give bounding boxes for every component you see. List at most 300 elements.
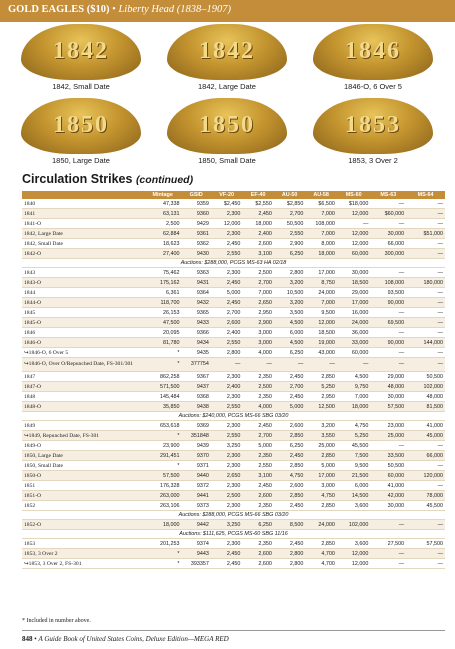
table-row bbox=[22, 549, 445, 559]
table-cell: 2,350 bbox=[242, 539, 273, 549]
section-continued: (continued) bbox=[135, 174, 194, 186]
table-cell: 17,000 bbox=[337, 298, 371, 308]
table-cell: 75,462 bbox=[144, 268, 182, 278]
table-row bbox=[22, 431, 445, 441]
column-header bbox=[22, 191, 144, 199]
table-cell: 2,300 bbox=[211, 501, 242, 511]
table-cell: — bbox=[406, 268, 445, 278]
table-cell: $2,550 bbox=[242, 199, 273, 209]
variety-name: ↪1846-O, 6 Over 5 bbox=[22, 348, 144, 358]
table-cell: — bbox=[370, 199, 406, 209]
table-cell: 263,106 bbox=[144, 501, 182, 511]
table-cell: 9440 bbox=[182, 471, 211, 481]
table-cell: — bbox=[337, 358, 371, 372]
table-cell: — bbox=[406, 549, 445, 559]
table-cell: 9433 bbox=[182, 318, 211, 328]
table-cell: 29,000 bbox=[370, 372, 406, 382]
table-cell: 4,700 bbox=[305, 559, 336, 569]
table-cell: 27,500 bbox=[370, 539, 406, 549]
table-cell: 2,850 bbox=[274, 491, 305, 501]
table-cell: 3,000 bbox=[305, 481, 336, 491]
table-cell: 69,500 bbox=[370, 318, 406, 328]
table-cell: $60,000 bbox=[370, 209, 406, 219]
variety-name: 1852-O bbox=[22, 520, 144, 530]
table-cell: 6,361 bbox=[144, 288, 182, 298]
table-cell: 2,350 bbox=[242, 451, 273, 461]
table-cell: — bbox=[406, 239, 445, 249]
auction-note: Auctions: $288,000, PCGS MS-66 SBG 03/20 bbox=[22, 511, 445, 520]
table-cell: 3,250 bbox=[211, 520, 242, 530]
table-cell: 12,000 bbox=[305, 318, 336, 328]
variety-name: 1844 bbox=[22, 288, 144, 298]
table-cell: — bbox=[370, 358, 406, 372]
table-cell: 2,450 bbox=[211, 278, 242, 288]
table-cell: 2,600 bbox=[242, 491, 273, 501]
table-cell: — bbox=[406, 520, 445, 530]
table-cell: 48,000 bbox=[406, 392, 445, 402]
table-cell: — bbox=[406, 348, 445, 358]
table-cell: 57,500 bbox=[370, 402, 406, 412]
table-cell: 9366 bbox=[182, 328, 211, 338]
table-cell: — bbox=[370, 520, 406, 530]
table-cell: 2,800 bbox=[274, 268, 305, 278]
table-cell: — bbox=[370, 559, 406, 569]
table-cell: 2,700 bbox=[274, 209, 305, 219]
table-cell: — bbox=[406, 358, 445, 372]
table-cell: 66,000 bbox=[406, 451, 445, 461]
auction-row bbox=[22, 530, 445, 539]
table-cell: 4,000 bbox=[242, 348, 273, 358]
table-cell: — bbox=[274, 358, 305, 372]
table-row bbox=[22, 471, 445, 481]
variety-name: 1850, Small Date bbox=[22, 461, 144, 471]
variety-name: 1850, Large Date bbox=[22, 451, 144, 461]
table-cell: 23,900 bbox=[144, 441, 182, 451]
table-cell: 23,000 bbox=[370, 421, 406, 431]
table-cell: 45,500 bbox=[406, 501, 445, 511]
table-cell: 9359 bbox=[182, 199, 211, 209]
table-cell: 4,500 bbox=[274, 338, 305, 348]
table-cell: 2,350 bbox=[242, 372, 273, 382]
table-cell: $6,500 bbox=[305, 199, 336, 209]
table-cell: 9,750 bbox=[337, 382, 371, 392]
variety-name: 1849 bbox=[22, 421, 144, 431]
table-cell: 17,000 bbox=[305, 268, 336, 278]
price-table bbox=[22, 191, 445, 569]
table-cell: 7,000 bbox=[305, 209, 336, 219]
table-row bbox=[22, 318, 445, 328]
variety-name: 1842, Large Date bbox=[22, 229, 144, 239]
table-row bbox=[22, 358, 445, 372]
table-cell: — bbox=[406, 328, 445, 338]
table-row bbox=[22, 209, 445, 219]
table-row bbox=[22, 372, 445, 382]
table-cell: 3,200 bbox=[305, 421, 336, 431]
table-cell: — bbox=[406, 209, 445, 219]
table-cell: — bbox=[406, 559, 445, 569]
table-cell: 12,500 bbox=[305, 402, 336, 412]
table-row bbox=[22, 229, 445, 239]
table-cell: — bbox=[242, 358, 273, 372]
table-cell: 144,000 bbox=[406, 338, 445, 348]
table-cell: 12,000 bbox=[337, 239, 371, 249]
table-cell: 18,623 bbox=[144, 239, 182, 249]
table-cell: 24,000 bbox=[305, 520, 336, 530]
coin-date: 1842 bbox=[53, 38, 109, 64]
table-cell: 81,500 bbox=[406, 402, 445, 412]
table-cell: 9368 bbox=[182, 392, 211, 402]
table-cell: 102,000 bbox=[406, 382, 445, 392]
table-cell: 63,131 bbox=[144, 209, 182, 219]
table-cell: 6,250 bbox=[274, 249, 305, 259]
footer-divider bbox=[22, 630, 445, 631]
running-header bbox=[8, 4, 231, 15]
table-cell: 2,700 bbox=[242, 431, 273, 441]
table-cell: 7,000 bbox=[305, 298, 336, 308]
table-cell: — bbox=[370, 549, 406, 559]
section-title bbox=[22, 172, 193, 186]
table-cell: 9439 bbox=[182, 441, 211, 451]
table-cell: — bbox=[406, 481, 445, 491]
page-footer bbox=[22, 635, 229, 643]
table-cell: 2,600 bbox=[242, 239, 273, 249]
auction-note: Auctions: $111,625, PCGS MS-60 SBG 11/16 bbox=[22, 530, 445, 539]
variety-name: 1847-O bbox=[22, 382, 144, 392]
table-cell: 17,000 bbox=[305, 471, 336, 481]
column-header: MS-63 bbox=[370, 191, 406, 199]
table-cell: 47,500 bbox=[144, 318, 182, 328]
table-cell: 18,000 bbox=[144, 520, 182, 530]
table-cell: 2,850 bbox=[305, 372, 336, 382]
table-cell: — bbox=[211, 358, 242, 372]
table-cell: 571,500 bbox=[144, 382, 182, 392]
footer-bullet: • bbox=[34, 635, 37, 643]
table-cell: 2,550 bbox=[211, 431, 242, 441]
table-cell: * bbox=[144, 431, 182, 441]
table-cell: 2,500 bbox=[144, 219, 182, 229]
table-cell: 175,162 bbox=[144, 278, 182, 288]
table-cell: 3,250 bbox=[211, 441, 242, 451]
table-cell: 2,300 bbox=[211, 539, 242, 549]
table-cell: 45,500 bbox=[337, 441, 371, 451]
table-cell: — bbox=[370, 328, 406, 338]
table-row bbox=[22, 338, 445, 348]
table-cell: 2,300 bbox=[211, 481, 242, 491]
variety-name: 1843 bbox=[22, 268, 144, 278]
table-cell: 7,500 bbox=[337, 451, 371, 461]
table-cell: 7,000 bbox=[242, 288, 273, 298]
table-cell: — bbox=[406, 298, 445, 308]
column-header: Mintage bbox=[144, 191, 182, 199]
table-cell: * bbox=[144, 559, 182, 569]
table-row bbox=[22, 481, 445, 491]
table-cell: 2,650 bbox=[211, 471, 242, 481]
coin-date: 1850 bbox=[199, 112, 255, 138]
table-cell: 30,000 bbox=[370, 501, 406, 511]
table-cell: 5,000 bbox=[274, 402, 305, 412]
table-body bbox=[22, 199, 445, 569]
table-cell: 300,000 bbox=[370, 249, 406, 259]
coin-photo bbox=[298, 98, 448, 165]
table-cell: 20,095 bbox=[144, 328, 182, 338]
table-cell: 26,153 bbox=[144, 308, 182, 318]
table-cell: 2,600 bbox=[211, 318, 242, 328]
column-header: EF-40 bbox=[242, 191, 273, 199]
table-cell: — bbox=[406, 219, 445, 229]
coin-photo bbox=[152, 24, 302, 91]
table-cell: 2,300 bbox=[211, 421, 242, 431]
table-cell: 9370 bbox=[182, 451, 211, 461]
table-cell: 9,500 bbox=[305, 308, 336, 318]
table-cell: 25,000 bbox=[370, 431, 406, 441]
table-row bbox=[22, 328, 445, 338]
coin-caption: 1842, Large Date bbox=[198, 82, 256, 91]
table-cell: 2,850 bbox=[305, 451, 336, 461]
coin-image bbox=[167, 98, 287, 154]
table-cell: 2,850 bbox=[305, 539, 336, 549]
table-cell: 12,000 bbox=[337, 559, 371, 569]
table-row bbox=[22, 451, 445, 461]
auction-row bbox=[22, 412, 445, 421]
page-number: 848 bbox=[22, 635, 33, 643]
table-cell: 41,000 bbox=[370, 481, 406, 491]
table-cell: 18,500 bbox=[305, 328, 336, 338]
table-cell: 2,800 bbox=[274, 549, 305, 559]
coin-image bbox=[313, 98, 433, 154]
table-cell: 2,300 bbox=[211, 372, 242, 382]
table-cell: 2,550 bbox=[211, 402, 242, 412]
table-row bbox=[22, 268, 445, 278]
table-cell: 2,550 bbox=[242, 461, 273, 471]
table-cell: — bbox=[406, 199, 445, 209]
table-cell: 2,300 bbox=[211, 229, 242, 239]
table-cell: 12,000 bbox=[337, 209, 371, 219]
table-row bbox=[22, 199, 445, 209]
table-row bbox=[22, 402, 445, 412]
table-cell: 19,000 bbox=[305, 338, 336, 348]
table-cell: 50,500 bbox=[406, 372, 445, 382]
column-header: AU-50 bbox=[274, 191, 305, 199]
table-cell: 2,550 bbox=[211, 338, 242, 348]
table-cell: 6,250 bbox=[242, 520, 273, 530]
table-cell: 2,450 bbox=[242, 209, 273, 219]
table-cell: 351848 bbox=[182, 431, 211, 441]
auction-note: Auctions: $240,000, PCGS MS-66 SBG 03/20 bbox=[22, 412, 445, 421]
column-header: GSID bbox=[182, 191, 211, 199]
table-row bbox=[22, 298, 445, 308]
table-cell: 2,600 bbox=[242, 549, 273, 559]
coin-image bbox=[21, 98, 141, 154]
table-cell: 47,338 bbox=[144, 199, 182, 209]
table-cell: * bbox=[144, 549, 182, 559]
table-cell: 35,850 bbox=[144, 402, 182, 412]
table-cell: 9363 bbox=[182, 268, 211, 278]
table-cell: 2,700 bbox=[274, 382, 305, 392]
table-cell: 45,000 bbox=[406, 431, 445, 441]
table-cell: 25,000 bbox=[305, 441, 336, 451]
table-cell: 4,700 bbox=[305, 549, 336, 559]
table-cell: 50,500 bbox=[370, 461, 406, 471]
auction-note: Auctions: $288,000, PCGS MS-63 HA 02/18 bbox=[22, 259, 445, 268]
table-cell: 24,000 bbox=[305, 288, 336, 298]
table-row bbox=[22, 392, 445, 402]
table-cell: 93,500 bbox=[370, 288, 406, 298]
table-cell: 2,300 bbox=[211, 461, 242, 471]
table-cell: 90,000 bbox=[370, 338, 406, 348]
column-header: VF-20 bbox=[211, 191, 242, 199]
variety-name: 1853 bbox=[22, 539, 144, 549]
table-cell: — bbox=[370, 308, 406, 318]
table-cell: — bbox=[370, 268, 406, 278]
table-cell: 4,500 bbox=[337, 372, 371, 382]
coin-caption: 1850, Small Date bbox=[198, 156, 256, 165]
table-cell: 33,000 bbox=[337, 338, 371, 348]
coin-caption: 1853, 3 Over 2 bbox=[348, 156, 398, 165]
table-row bbox=[22, 219, 445, 229]
table-cell: 9435 bbox=[182, 348, 211, 358]
table-cell: 9437 bbox=[182, 382, 211, 392]
table-cell: 201,253 bbox=[144, 539, 182, 549]
coin-caption: 1850, Large Date bbox=[52, 156, 110, 165]
table-row bbox=[22, 539, 445, 549]
table-cell: — bbox=[337, 219, 371, 229]
table-cell: 2,450 bbox=[211, 549, 242, 559]
table-cell: * bbox=[144, 358, 182, 372]
table-cell: 4,750 bbox=[274, 471, 305, 481]
table-cell: 8,500 bbox=[274, 520, 305, 530]
table-cell: 8,750 bbox=[305, 278, 336, 288]
table-cell: 5,250 bbox=[337, 431, 371, 441]
table-cell: 12,000 bbox=[211, 219, 242, 229]
table-cell: 50,500 bbox=[274, 219, 305, 229]
table-cell: 5,250 bbox=[305, 382, 336, 392]
table-cell: 21,500 bbox=[337, 471, 371, 481]
table-cell: 2,400 bbox=[211, 328, 242, 338]
variety-name: 1841 bbox=[22, 209, 144, 219]
table-cell: 66,000 bbox=[370, 239, 406, 249]
table-cell: 9429 bbox=[182, 219, 211, 229]
table-cell: 108,000 bbox=[370, 278, 406, 288]
table-cell: 9432 bbox=[182, 298, 211, 308]
variety-name: 1840 bbox=[22, 199, 144, 209]
table-cell: 6,250 bbox=[274, 441, 305, 451]
table-cell: 2,550 bbox=[274, 229, 305, 239]
table-cell: 14,500 bbox=[337, 491, 371, 501]
header-series: GOLD EAGLES ($10) bbox=[8, 4, 110, 15]
book-title: A Guide Book of United States Coins, Deluxe Edition—MEGA RED bbox=[38, 635, 229, 643]
table-row bbox=[22, 249, 445, 259]
table-cell: 30,000 bbox=[370, 229, 406, 239]
table-cell: 180,000 bbox=[406, 278, 445, 288]
table-cell: 18,000 bbox=[305, 249, 336, 259]
table-cell: 60,000 bbox=[370, 471, 406, 481]
table-cell: 2,450 bbox=[274, 539, 305, 549]
table-cell: 9438 bbox=[182, 402, 211, 412]
table-cell: 6,000 bbox=[274, 328, 305, 338]
table-cell: 7,000 bbox=[305, 229, 336, 239]
table-cell: 62,884 bbox=[144, 229, 182, 239]
coin-photo bbox=[152, 98, 302, 165]
table-row bbox=[22, 520, 445, 530]
variety-name: 1843-O bbox=[22, 278, 144, 288]
table-cell: 18,000 bbox=[242, 219, 273, 229]
table-cell: 3,000 bbox=[242, 328, 273, 338]
table-cell: 9441 bbox=[182, 491, 211, 501]
table-cell: 2,500 bbox=[242, 382, 273, 392]
coin-caption: 1846-O, 6 Over 5 bbox=[344, 82, 402, 91]
table-cell: 2,550 bbox=[211, 249, 242, 259]
table-cell: 2,900 bbox=[274, 239, 305, 249]
variety-name: 1846-O bbox=[22, 338, 144, 348]
table-cell: 27,400 bbox=[144, 249, 182, 259]
table-cell: 2,800 bbox=[211, 348, 242, 358]
table-cell: 2,850 bbox=[274, 461, 305, 471]
table-cell: 2,600 bbox=[274, 421, 305, 431]
coin-photo-grid bbox=[0, 24, 455, 170]
table-row bbox=[22, 348, 445, 358]
table-cell: 5,000 bbox=[211, 288, 242, 298]
table-cell: 653,618 bbox=[144, 421, 182, 431]
variety-name: 1847 bbox=[22, 372, 144, 382]
column-header: MS-64 bbox=[406, 191, 445, 199]
table-cell: 9443 bbox=[182, 549, 211, 559]
variety-name: 1849-O bbox=[22, 441, 144, 451]
table-cell: 2,450 bbox=[211, 298, 242, 308]
table-cell: 176,328 bbox=[144, 481, 182, 491]
table-cell: * bbox=[144, 348, 182, 358]
variety-name: 1852 bbox=[22, 501, 144, 511]
table-cell: 9374 bbox=[182, 539, 211, 549]
table-cell: 60,000 bbox=[337, 348, 371, 358]
table-cell: 57,500 bbox=[406, 539, 445, 549]
table-cell: — bbox=[406, 288, 445, 298]
table-cell: — bbox=[370, 348, 406, 358]
table-row bbox=[22, 382, 445, 392]
table-cell: 120,000 bbox=[406, 471, 445, 481]
table-cell: 16,000 bbox=[337, 308, 371, 318]
table-cell: 2,450 bbox=[211, 239, 242, 249]
table-cell: 3,200 bbox=[274, 278, 305, 288]
variety-name: 1842, Small Date bbox=[22, 239, 144, 249]
variety-name: ↪1853, 3 Over 2, FS-301 bbox=[22, 559, 144, 569]
table-cell: 2,450 bbox=[242, 481, 273, 491]
header-separator: • bbox=[112, 4, 116, 15]
table-cell: 9,500 bbox=[337, 461, 371, 471]
table-cell: 9362 bbox=[182, 239, 211, 249]
coin-image bbox=[21, 24, 141, 80]
table-cell: 2,600 bbox=[242, 559, 273, 569]
table-cell: 9373 bbox=[182, 501, 211, 511]
table-cell: 2,450 bbox=[274, 392, 305, 402]
table-cell: 7,000 bbox=[337, 392, 371, 402]
table-row bbox=[22, 559, 445, 569]
table-cell: 4,500 bbox=[274, 318, 305, 328]
table-cell: 3,600 bbox=[337, 501, 371, 511]
table-cell: 4,750 bbox=[337, 421, 371, 431]
table-cell: 12,000 bbox=[337, 229, 371, 239]
table-cell: 57,500 bbox=[144, 471, 182, 481]
table-cell: 9442 bbox=[182, 520, 211, 530]
auction-row bbox=[22, 259, 445, 268]
table-cell: 3,100 bbox=[242, 471, 273, 481]
table-cell: 2,500 bbox=[211, 491, 242, 501]
table-cell: 10,500 bbox=[274, 288, 305, 298]
variety-name: 1848-O bbox=[22, 402, 144, 412]
table-cell: 2,300 bbox=[211, 451, 242, 461]
table-cell: 30,000 bbox=[337, 268, 371, 278]
table-cell: — bbox=[406, 249, 445, 259]
coin-date: 1850 bbox=[53, 112, 109, 138]
